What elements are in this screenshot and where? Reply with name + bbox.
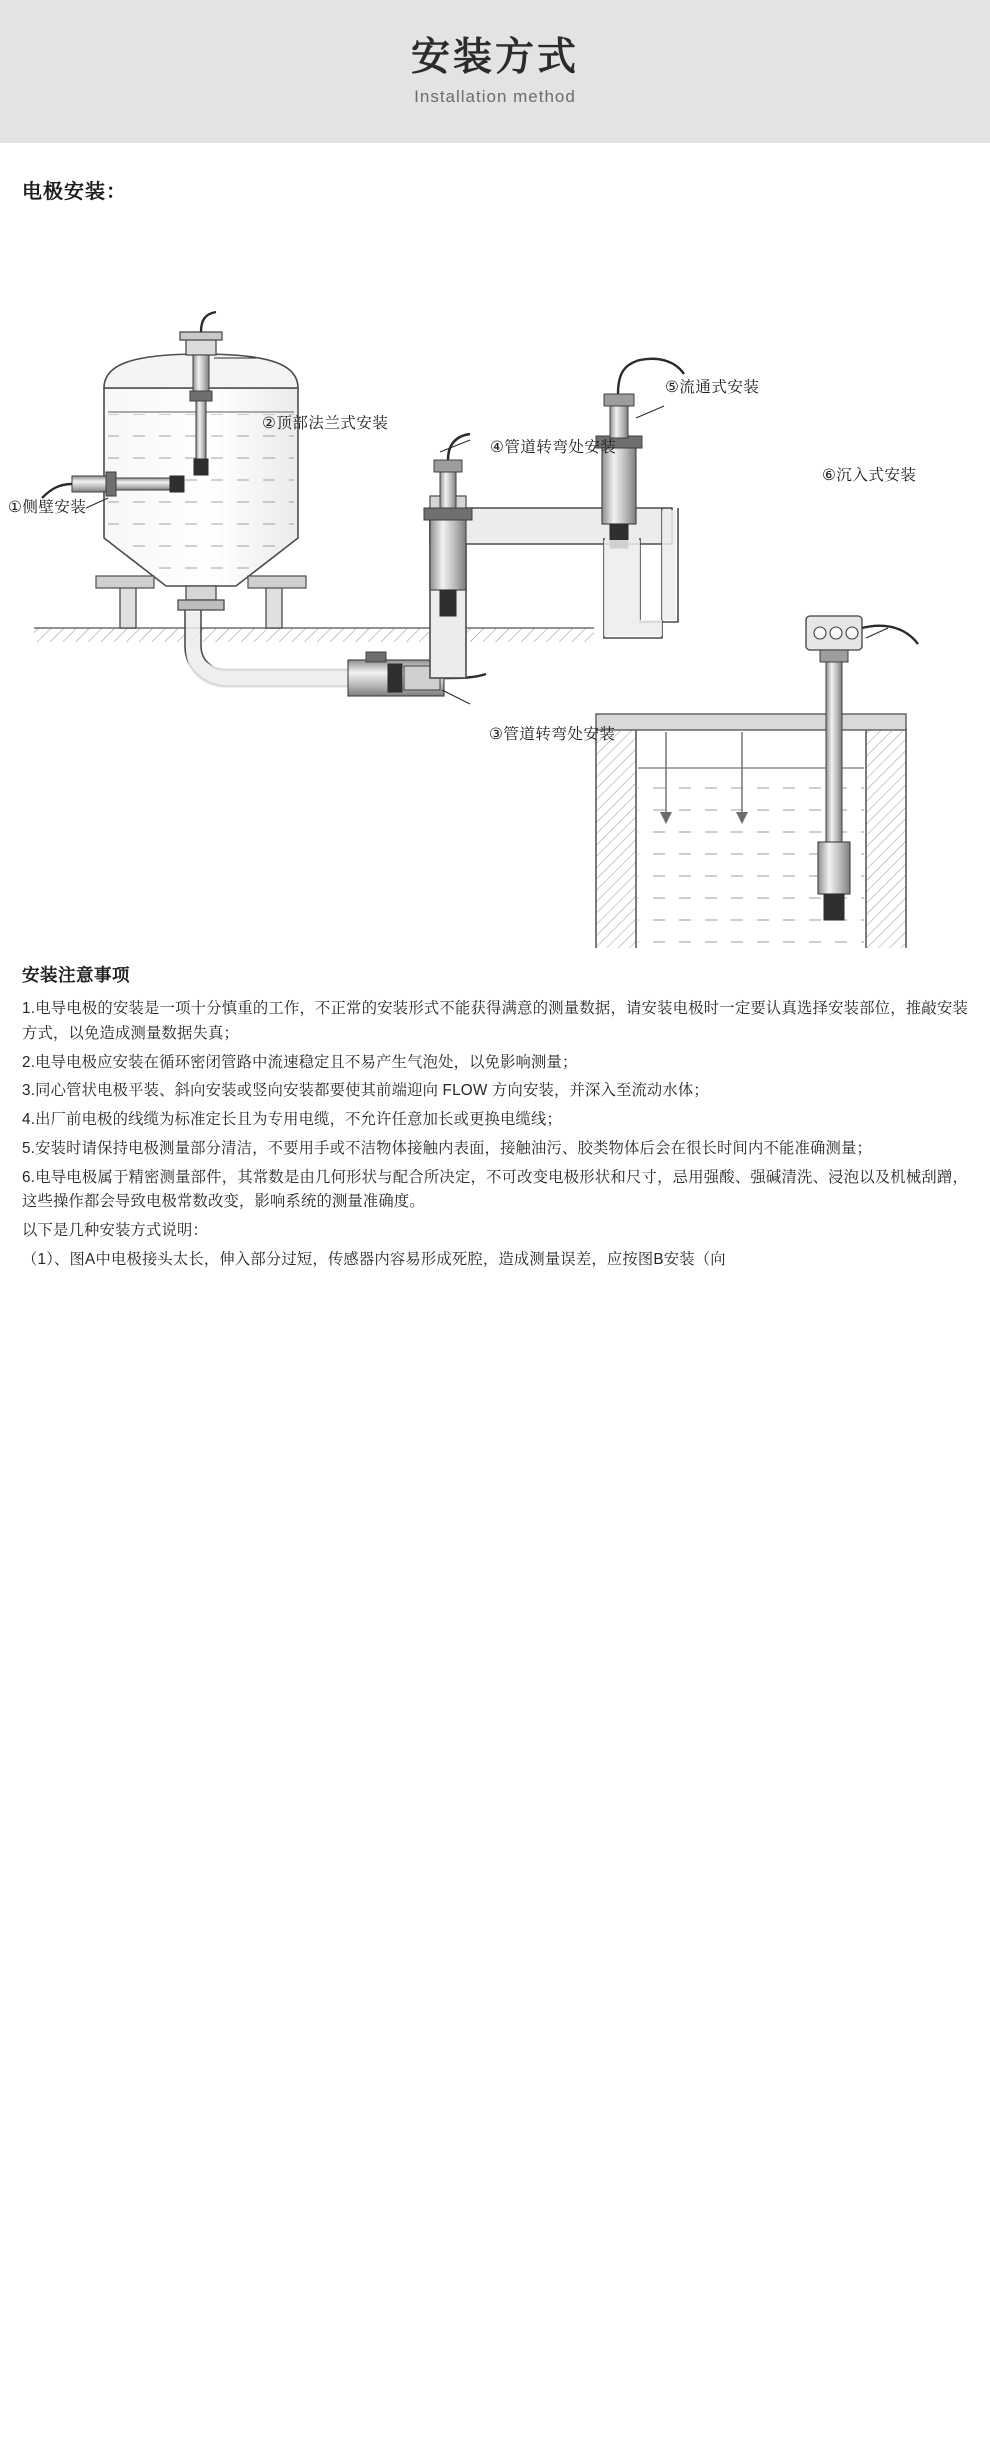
note-item-intro: 以下是几种安装方式说明： <box>22 1222 208 1240</box>
note-item-5: 5.安装时请保持电极测量部分清洁，不要用手或不洁物体接触内表面，接触油污、胶类物体后会在很长时间内不能准确测量； <box>22 1139 872 1157</box>
label-flow-through-install: ⑤流通式安装 <box>665 379 760 396</box>
flow-through-assembly <box>596 359 684 638</box>
note-item-4: 4.出厂前电极的线缆为标准定长且为专用电缆，不允许任意加长或更换电缆线； <box>22 1111 563 1129</box>
label-submersible-install: ⑥沉入式安装 <box>822 467 917 484</box>
section-title-electrode-install: 电极安装： <box>22 181 127 203</box>
note-item-3: 3.同心管状电极平装、斜向安装或竖向安装都要使其前端迎向 FLOW 方向安装，并深入至流动水体； <box>22 1082 709 1100</box>
sump-basin <box>596 714 906 948</box>
label-pipe-bend-install-4: ④管道转弯处安装 <box>490 439 617 456</box>
installation-notes <box>22 962 968 1271</box>
page-subtitle: Installation method <box>414 86 576 106</box>
installation-diagram <box>0 208 990 948</box>
note-item-6: 6.电导电极属于精密测量部件，其常数是由几何形状与配合所决定，不可改变电极形状和尺寸，忌用强酸、强碱清洗、浸泡以及机械刮蹭，这些操作都会导致电极常数改变，影响系统的测量准确度。 <box>22 1168 968 1211</box>
label-pipe-bend-install-3: ③管道转弯处安装 <box>489 726 616 743</box>
tank-vessel <box>42 312 306 628</box>
page-banner <box>0 0 990 143</box>
notes-title: 安装注意事项 <box>22 965 130 985</box>
note-item-1: 1.电导电极的安装是一项十分慎重的工作，不正常的安装形式不能获得满意的测量数据，请安装电极时一定要认真选择安装部位，推敲安装方式，以免造成测量数据失真； <box>22 1000 968 1042</box>
label-side-wall-install: ①侧壁安装 <box>8 499 87 516</box>
installation-diagram-svg <box>0 208 990 948</box>
page-title: 安装方式 <box>410 36 579 80</box>
note-item-7: （1）、图A中电极接头太长，伸入部分过短，传感器内容易形成死腔，造成测量误差，应按图B安装（向 <box>22 1250 726 1268</box>
label-top-flange-install: ②顶部法兰式安装 <box>262 415 389 432</box>
note-item-2: 2.电导电极应安装在循环密闭管路中流速稳定且不易产生气泡处，以免影响测量； <box>22 1053 578 1071</box>
